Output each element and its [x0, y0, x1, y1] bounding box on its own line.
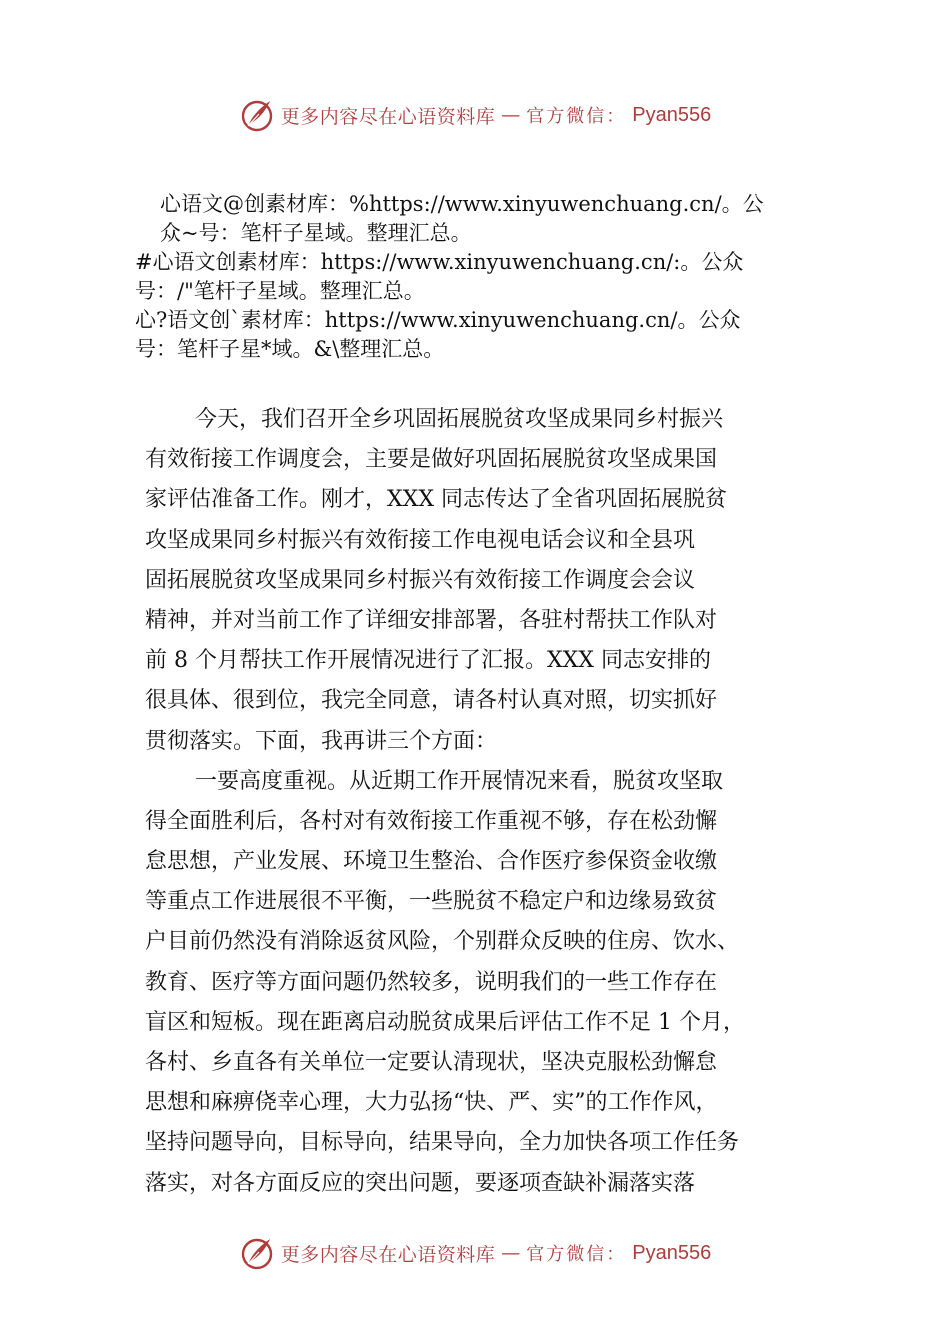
banner-wechat-id: Pyan556 [632, 103, 712, 126]
body-line: 一要高度重视。从近期工作开展情况来看，脱贫攻坚取 [195, 768, 724, 794]
body-line: 怠思想，产业发展、环境卫生整治、合作医疗参保资金收缴 [145, 849, 718, 875]
body-line: 思想和麻痹侥幸心理，大力弘扬“快、严、实”的工作作风， [145, 1090, 718, 1116]
body-line: 贯彻落实。下面，我再讲三个方面： [145, 728, 498, 754]
body-line: 攻坚成果同乡村振兴有效衔接工作电视电话会议和全县巩 [145, 527, 696, 553]
body-line: 精神，并对当前工作了详细安排部署，各驻村帮扶工作队对 [145, 607, 718, 633]
banner-wechat-label: 官方微信： [526, 1244, 627, 1265]
banner-wechat-label: 官方微信： [526, 106, 627, 127]
body-line: 今天，我们召开全乡巩固拓展脱贫攻坚成果同乡村振兴 [195, 407, 724, 432]
banner-title: 更多内容尽在心语资料库 [280, 1243, 496, 1266]
promo-line: 心语文@创素材库：%https://www.xinyuwenchuang.cn/。公 [160, 192, 764, 216]
promo-line: 心?语文创`素材库：https://www.xinyuwenchuang.cn/。公众 [135, 308, 741, 332]
body-line: 各村、乡直各有关单位一定要认清现状，坚决克服松劲懈怠 [145, 1050, 718, 1075]
promo-line: 号：/"笔杆子星域。整理汇总。 [135, 279, 425, 303]
feather-quill-logo [239, 97, 275, 133]
promo-line: 众~号：笔杆子星域。整理汇总。 [160, 221, 472, 245]
body-line: 得全面胜利后，各村对有效衔接工作重视不够，存在松劲懈 [145, 808, 718, 834]
header-banner [0, 95, 950, 135]
promo-line: #心语文创素材库：https://www.xinyuwenchuang.cn/:。公众 [135, 250, 744, 274]
banner-separator: — [501, 1242, 521, 1264]
promo-line: 号：笔杆子星*域。&\整理汇总。 [135, 337, 445, 361]
body-line: 户目前仍然没有消除返贫风险，个别群众反映的住房、饮水、 [145, 929, 740, 955]
document-body [145, 400, 815, 1204]
feather-quill-logo [239, 1235, 275, 1271]
body-line: 有效衔接工作调度会，主要是做好巩固拓展脱贫攻坚成果国 [145, 447, 718, 473]
banner-title: 更多内容尽在心语资料库 [280, 105, 496, 128]
body-line: 落实，对各方面反应的突出问题，要逐项查缺补漏落实落 [145, 1170, 696, 1196]
body-line: 盲区和短板。现在距离启动脱贫成果后评估工作不足 1 个月， [145, 1009, 745, 1035]
body-line: 教育、医疗等方面问题仍然较多，说明我们的一些工作存在 [145, 969, 718, 995]
banner-separator: — [501, 104, 521, 126]
promo-block [135, 190, 835, 364]
body-line: 家评估准备工作。刚才，XXX 同志传达了全省巩固拓展脱贫 [145, 487, 727, 513]
footer-banner [0, 1233, 950, 1273]
body-line: 前 8 个月帮扶工作开展情况进行了汇报。XXX 同志安排的 [145, 648, 711, 674]
body-line: 等重点工作进展很不平衡，一些脱贫不稳定户和边缘易致贫 [145, 889, 718, 915]
banner-wechat-id: Pyan556 [632, 1241, 712, 1264]
body-line: 坚持问题导向，目标导向，结果导向，全力加快各项工作任务 [145, 1130, 740, 1156]
body-line: 固拓展脱贫攻坚成果同乡村振兴有效衔接工作调度会会议 [145, 567, 696, 593]
body-line: 很具体、很到位，我完全同意，请各村认真对照，切实抓好 [145, 688, 718, 714]
